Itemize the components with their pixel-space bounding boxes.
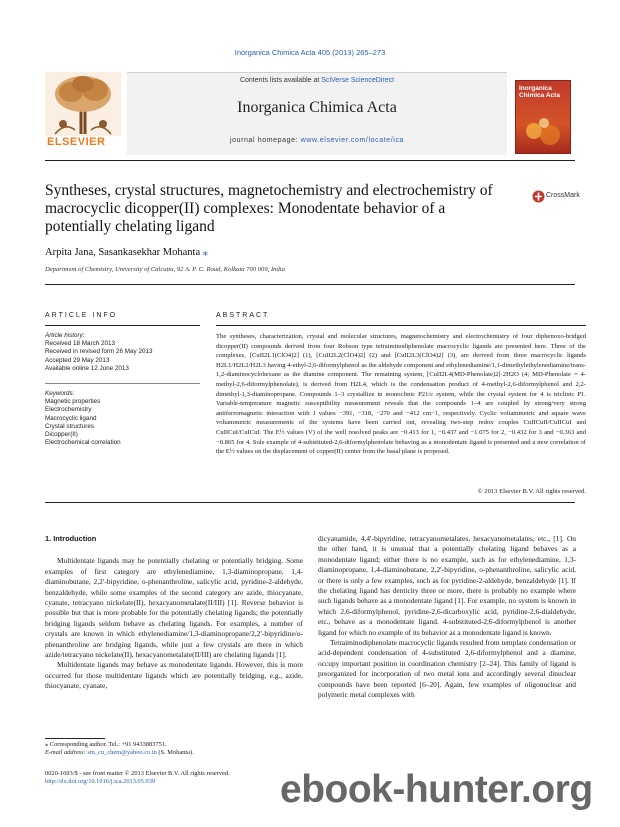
page-footer [45,770,305,787]
footnote-rule [45,738,105,739]
keyword-item: Dicopper(II) [45,431,78,439]
author-list [45,246,208,258]
journal-cover-image [515,80,571,154]
history-item: Available online 12 June 2013 [45,364,129,372]
contents-line [127,77,507,84]
journal-reference[interactable]: Inorganica Chimica Acta 405 (2013) 265–273 [234,48,386,57]
footnote-email-line [45,749,303,757]
body-right-column [318,534,576,701]
watermark-text: ebook-hunter.org [280,768,593,811]
crossmark-badge[interactable] [532,190,592,204]
sciencedirect-link[interactable]: SciVerse ScienceDirect [321,77,395,84]
crossmark-icon [532,190,545,203]
keywords-label: Keywords: [45,390,75,398]
footnote-email-link[interactable]: sm_cu_chem@yahoo.co.in [87,749,157,757]
contents-prefix: Contents lists available at [239,77,322,84]
article-info-heading: ARTICLE INFO [45,312,118,319]
journal-homepage [127,137,507,144]
footnote [45,741,303,758]
affiliation: Department of Chemistry, University of Calcutta, 92 A. P. C. Road, Kolkata 700 009, India [45,266,285,273]
article-title: Syntheses, crystal structures, magnetochemistry and electrochemistry of macrocyclic dicopper(II) complexes: Monodentate behavior of a potentially chelating ligand [45,182,493,235]
crossmark-label: CrossMark [546,192,580,199]
keyword-item: Electrochemistry [45,406,92,414]
body-paragraph: Multidentate ligands may be potentially chelating or potentially bridging. Some examples of first category are ethylenediamine, 1,3-diaminopropane, 1,4-diaminobutane, 2,2′-bipyridine, o-phenanthroline, salicylic acid, pyridine-2-aldehyde, benzaldehyde, while some examples of the second category are azide, thiocyanate, cyanate, tetracyano nickelate(II), hexacyanometalate(II/III) [1]. Reverse behavior is possible but that is more probable for the potentially chelating ligands; the potentially bridging ligands seldom behave as chelating ligands. For examples, a number of crystals are known in which ethylenediamine/1,3-diaminopropane/2,2′-bipyridine/o-phenanthroline are bridging ligands, while just a few crystals are there in which azide/tetracyano nickelate(II), hexacyanometalate(II/III) are chelating ligands [1]. [45,556,303,660]
affiliation-rule [45,284,575,285]
elsevier-logo [45,72,121,154]
body-left-column [45,534,303,692]
article-history [45,325,200,373]
homepage-link[interactable]: www.elsevier.com/locate/ica [300,137,405,144]
history-item: Received in revised form 26 May 2013 [45,348,153,356]
footer-issn: 0020-1693/$ - see front matter © 2013 Elsevier B.V. All rights reserved. [45,770,230,777]
keywords [45,383,200,447]
cover-title: Inorganica Chimica Acta [519,85,560,99]
journal-title: Inorganica Chimica Acta [237,99,397,116]
keyword-item: Macrocyclic ligand [45,414,97,422]
history-label: Article history: [45,332,85,339]
article-info [45,312,200,447]
abstract-heading: ABSTRACT [216,312,270,319]
abstract-text: The syntheses, characterization, crystal and molecular structures, magnetochemistry and electrochemistry of four diphenoxo-bridged dicopper(II) compounds derived from four Robson type tetraiminodiphenolate macrocyclic ligands are presented here. Three of the complexes, [CuII2L1(ClO4)2] (1), [CuII2L2(ClO4)2] (2) and [CuII2L3(ClO4)2] (3), are derived from three macrocyclic ligands H2L1/H2L2/H2L3 having 4-ethyl-2,6-diformylphenol as the aldehyde component and ethylenediamine/1,1-dimethylethylenediamine/trans-1,2-diaminocyclohexane as the diamine component. The remaining system, [CuII2L4(MD-Phenolate)2]·2H2O (4; MD-Phenolate = 4-methyl-2,6-diformylphenolate), is derived from H2L4, which is the condensation product of 4-methyl-2,6-diformylphenol and 2,2-dimethyl-1,3-diaminopropane. Compounds 1–3 crystallize in monoclinic P21/c system, while the crystal system for 4 is triclinic P1. Variable-temperature magnetic susceptibility measurement reveals that the compounds 1–4 are coupled by strong/very strong antiferromagnetic interaction with J values −391, −318, −270 and −412 cm−1, respectively. Cyclic voltammetric and square wave voltammetric measurements of the systems have been carried out, revealing two-step redox couples CuIICuII/CuIICuI and CuIICuI/CuICuI. The E½ values (V) of the well resolved peaks are −0.413 for 1, −0.437 and −1.075 for 2, −0.432 for 3 and −0.363 and −0.865 for 4. Sole example of 4-substituted-2,6-diformylphenolate behaving as a monodentate ligand is presented and a new correlation of the E½ values on the displacement of copper(II) center from the basal plane is proposed. [216,325,586,457]
author-names: Arpita Jana, Sasankasekhar Mohanta [45,247,201,258]
masthead-rule [45,160,575,161]
body-paragraph: Tetraiminodiphenolate macrocyclic ligands resulted from template condensation or acid-dependent condensation of 4-substituted 2,6-diformylphenol and a diamine, occupy important position in coordination chemistry [2–24]. This family of ligand is preorganized for incorporation of two metal ions and accordingly several dinuclear compounds have been reported [6–20]. Again, few examples of oligonuclear and polymeric metal complexes with [318,638,576,700]
masthead-center [127,72,507,155]
cover-art-icon [516,111,570,151]
footnote-author: ⁎ Corresponding author. Tel.: +91 9433883751. [45,741,167,748]
section-heading-introduction: 1. Introduction [45,534,97,543]
history-item: Accepted 29 May 2013 [45,356,110,364]
keyword-item: Electrochemical correlation [45,439,121,447]
history-item: Received 18 March 2013 [45,340,116,348]
body-paragraph: Multidentate ligands may behave as monodentate ligands. However, this is more occurred for those multidentate ligands which are potentially bridging, e.g., azide, thiocyanate, cyanate, [45,660,303,691]
homepage-prefix: journal homepage: [229,137,301,144]
journal-masthead [45,72,575,154]
abstract [216,312,586,457]
abstract-rule [45,502,575,503]
corresponding-author-mark[interactable]: ⁎ [202,247,208,258]
keyword-item: Magnetic properties [45,398,101,406]
body-paragraph: dicyanamide, 4,4′-bipyridine, tetracyanometalates, hexacyanometalates, etc., [1]. On the other hand, it is unusual that a potentially chelating ligand behaves as a monodentate ligand; either there is no example, such as for ethylenediamine, 1,3-diaminopropane, 1,4-diaminobutane, 2,2′-bipyridine, o-phenanthroline, salicylic acid, or there is only a few examples, such as for pyridine-2-aldehyde, benzaldehyde [1]. If the chelating ligand has denticity three or more, there is probably no example where such ligands behave as a monodentate ligand [1]. For example, no system is known in which 2,6-diformylphenol, pyridine-2,6-dicarboxylic acid, pyridine-2,6-dialdehyde, etc., behave as a monodentate ligand. 4-substituted-2,6-diformylphenol is another ligand for which no example of its behavior as a monodentate ligand is known. [318,534,576,637]
publisher-name: ELSEVIER [47,136,106,148]
footnote-email-label: E-mail address: [45,749,88,757]
footnote-email-suffix: (S. Mohanta). [156,749,194,757]
footer-doi-link[interactable]: http://dx.doi.org/10.1016/j.ica.2013.05.039 [45,778,156,786]
elsevier-tree-icon [45,72,121,136]
abstract-copyright: © 2013 Elsevier B.V. All rights reserved. [477,488,586,495]
keyword-item: Crystal structures [45,422,94,430]
